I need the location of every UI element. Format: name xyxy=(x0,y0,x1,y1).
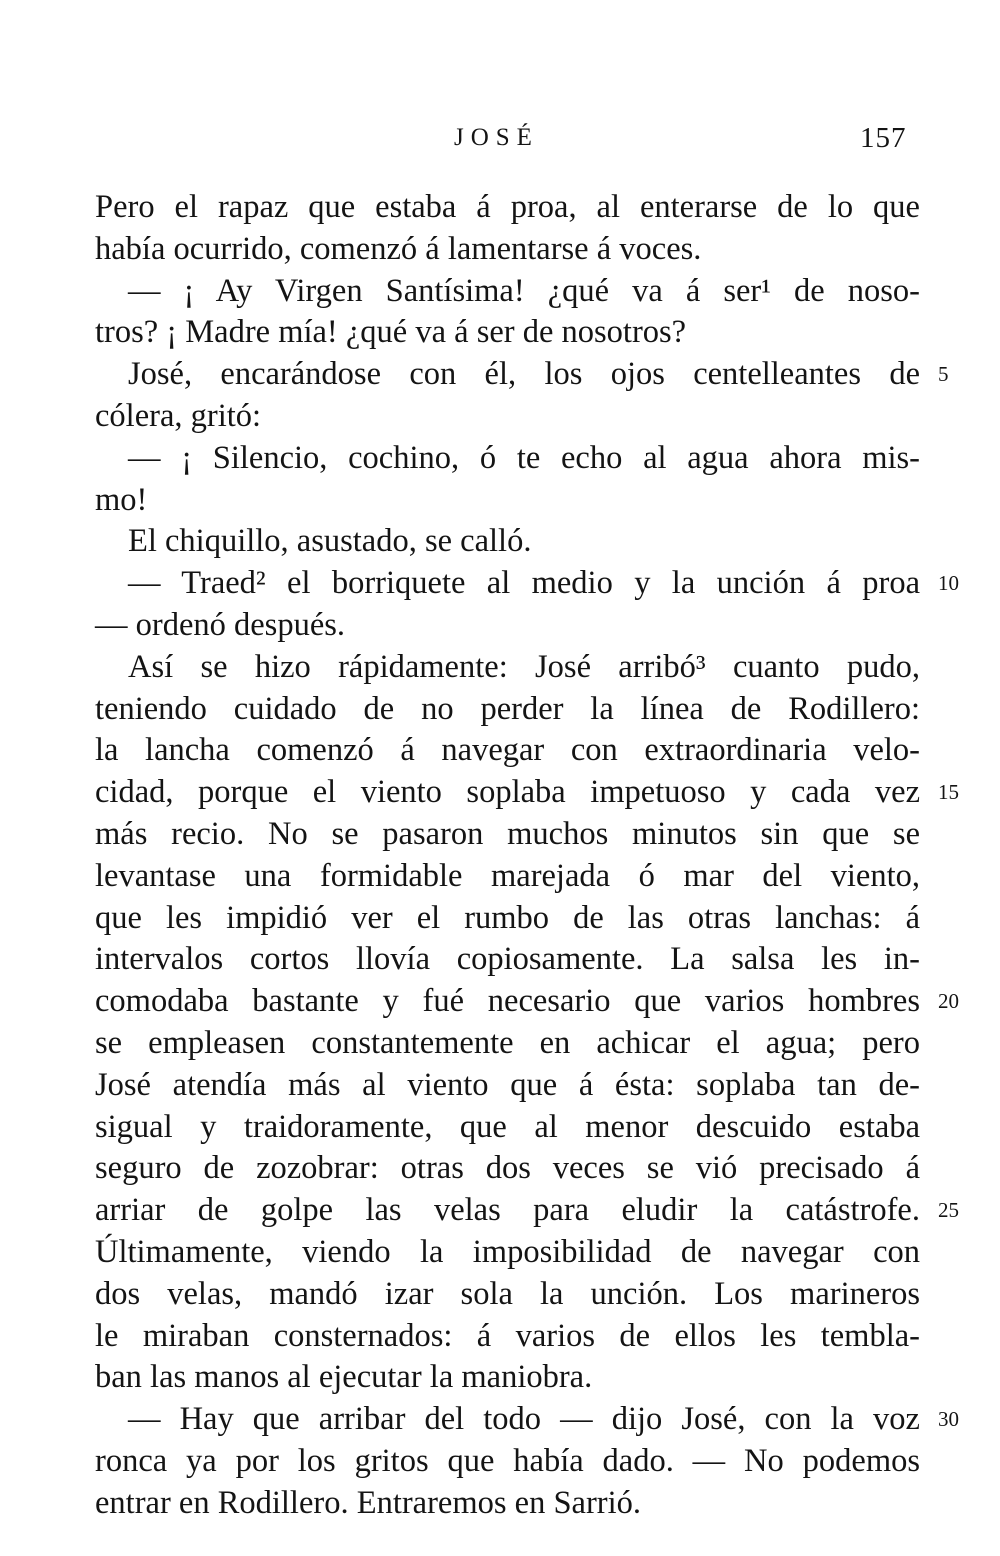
text-line: El chiquillo, asustado, se calló. xyxy=(128,523,532,560)
page-number: 157 xyxy=(860,122,907,154)
page-header xyxy=(0,124,1000,164)
line-number: 30 xyxy=(938,1407,959,1432)
text-line: sigual y traidoramente, que al menor descuido estaba xyxy=(95,1108,920,1145)
text-line: — ¡ Silencio, cochino, ó te echo al agua ahora mis- xyxy=(128,439,920,476)
text-line: ronca ya por los gritos que había dado. — No podemos xyxy=(95,1443,920,1479)
text-line: entrar en Rodillero. Entraremos en Sarrió. xyxy=(95,1484,641,1521)
text-line: — Hay que arribar del todo — dijo José, con la voz xyxy=(128,1401,920,1438)
text-line: cólera, gritó: xyxy=(95,398,262,434)
text-line: dos velas, mandó izar sola la unción. Los marineros xyxy=(95,1275,920,1312)
line-number: 10 xyxy=(938,571,959,596)
text-line: teniendo cuidado de no perder la línea de Rodillero: xyxy=(95,690,920,727)
text-line: mo! xyxy=(95,481,148,518)
text-line: Últimamente, viendo la imposibilidad de navegar con xyxy=(95,1234,920,1270)
text-line: ban las manos al ejecutar la maniobra. xyxy=(95,1359,593,1396)
text-line: comodaba bastante y fué necesario que varios hombres xyxy=(95,983,920,1020)
text-line: se empleasen constantemente en achicar el agua; pero xyxy=(95,1025,920,1061)
line-number: 15 xyxy=(938,780,959,805)
text-line: seguro de zozobrar: otras dos veces se vió precisado á xyxy=(95,1150,920,1187)
text-line: le miraban consternados: á varios de ellos les tembla- xyxy=(95,1317,920,1354)
text-line: que les impidió ver el rumbo de las otras lanchas: á xyxy=(95,899,920,936)
text-line: — Traed² el borriquete al medio y la unción á proa xyxy=(128,565,920,602)
text-line: José, encarándose con él, los ojos centelleantes de xyxy=(128,356,920,393)
text-line: levantase una formidable marejada ó mar del viento, xyxy=(95,857,920,894)
text-line: — ordenó después. xyxy=(95,607,346,643)
text-line: Pero el rapaz que estaba á proa, al enterarse de lo que xyxy=(95,189,920,225)
text-line: había ocurrido, comenzó á lamentarse á voces. xyxy=(95,230,702,267)
text-line: José atendía más al viento que á ésta: soplaba tan de- xyxy=(95,1066,920,1103)
text-line: — ¡ Ay Virgen Santísima! ¿qué va á ser¹ de noso- xyxy=(128,272,920,309)
line-number: 25 xyxy=(938,1198,959,1223)
text-line: cidad, porque el viento soplaba impetuoso y cada vez xyxy=(95,774,920,811)
text-line: tros? ¡ Madre mía! ¿qué va á ser de nosotros? xyxy=(95,314,687,351)
text-line: Así se hizo rápidamente: José arribó³ cuanto pudo, xyxy=(128,648,920,685)
text-line: arriar de golpe las velas para eludir la catástrofe. xyxy=(95,1192,920,1229)
text-line: intervalos cortos llovía copiosamente. La salsa les in- xyxy=(95,941,920,978)
line-number: 20 xyxy=(938,989,959,1014)
running-title: JOSÉ xyxy=(454,124,539,151)
line-number: 5 xyxy=(938,362,949,387)
text-line: más recio. No se pasaron muchos minutos sin que se xyxy=(95,816,920,852)
text-line: la lancha comenzó á navegar con extraordinaria velo- xyxy=(95,732,920,769)
